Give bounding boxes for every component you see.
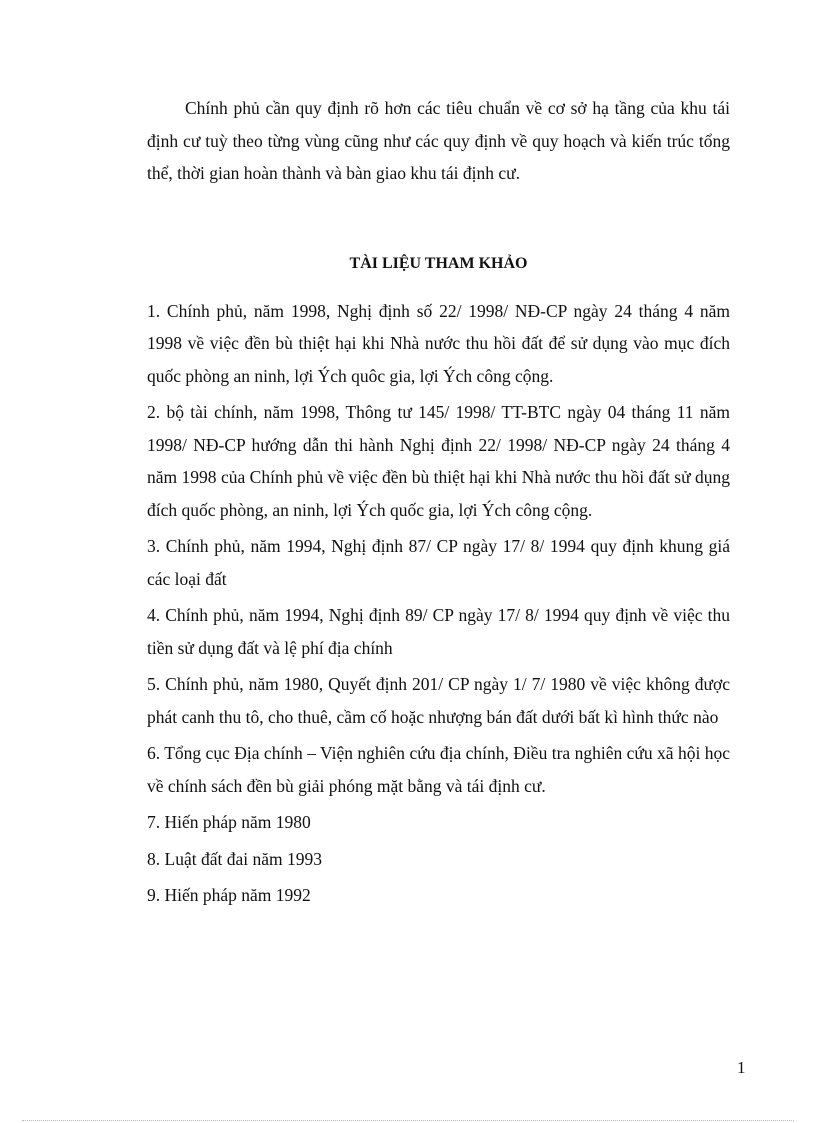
reference-item: 6. Tổng cục Địa chính – Viện nghiên cứu địa chính, Điều tra nghiên cứu xã hội học về chính sách đền bù giải phóng mặt bằng và tái định cư.: [147, 743, 730, 796]
reference-item: 5. Chính phủ, năm 1980, Quyết định 201/ CP ngày 1/ 7/ 1980 về việc không được phát canh thu tô, cho thuê, cầm cố hoặc nhượng bán đất dưới bất kì hình thức nào: [147, 674, 730, 727]
references-list: [147, 295, 730, 912]
references-heading: TÀI LIỆU THAM KHẢO: [349, 254, 528, 272]
reference-item: 8. Luật đất đai năm 1993: [147, 848, 322, 869]
reference-item: 2. bộ tài chính, năm 1998, Thông tư 145/ 1998/ TT-BTC ngày 04 tháng 11 năm 1998/ NĐ-CP hướng dẫn thi hành Nghị định 22/ 1998/ NĐ-CP ngày 24 tháng 4 năm 1998 của Chính phủ về việc đền bù thiệt hại khi Nhà nước thu hồi đất sử dụng đích quốc phòng, an ninh, lợi Ých quốc gia, lợi Ých công cộng.: [147, 402, 730, 520]
footer-divider: [22, 1120, 794, 1121]
reference-item: 3. Chính phủ, năm 1994, Nghị định 87/ CP ngày 17/ 8/ 1994 quy định khung giá các loại đất: [147, 536, 730, 589]
reference-item: 9. Hiến pháp năm 1992: [147, 885, 311, 905]
reference-item: 4. Chính phủ, năm 1994, Nghị định 89/ CP ngày 17/ 8/ 1994 quy định về việc thu tiền sử dụng đất và lệ phí địa chính: [147, 605, 730, 658]
reference-item: 7. Hiến pháp năm 1980: [147, 812, 311, 832]
page-number: 1: [737, 1058, 746, 1077]
reference-item: 1. Chính phủ, năm 1998, Nghị định số 22/ 1998/ NĐ-CP ngày 24 tháng 4 năm 1998 về việc đền bù thiệt hại khi Nhà nước thu hồi đất để sử dụng vào mục đích quốc phòng an ninh, lợi Ých quôc gia, lợi Ých công cộng.: [147, 300, 730, 386]
document-page: [147, 92, 730, 916]
intro-paragraph: Chính phủ cần quy định rõ hơn các tiêu chuẩn về cơ sở hạ tầng của khu tái định cư tuỳ theo từng vùng cũng như các quy định về quy hoạch và kiến trúc tổng thể, thời gian hoàn thành và bàn giao khu tái định cư.: [147, 98, 730, 183]
